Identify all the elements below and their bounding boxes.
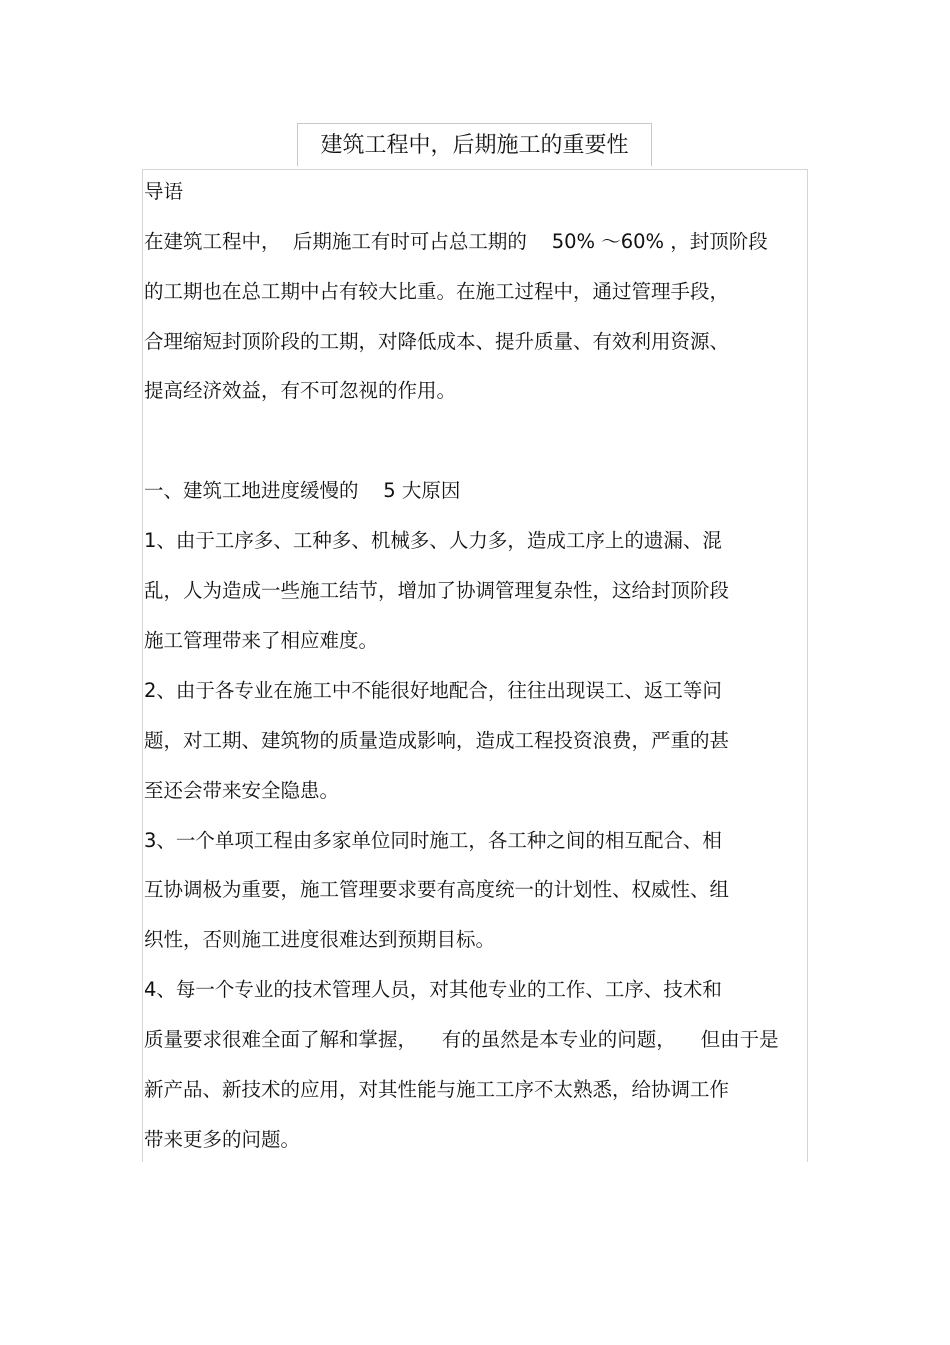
- item-4-line-4: 带来更多的问题。: [144, 1128, 301, 1151]
- item-4-line-2: 质量要求很难全面了解和掌握， 有的虽然是本专业的问题， 但由于是: [144, 1028, 779, 1051]
- intro-line-3: 合理缩短封顶阶段的工期，对降低成本、提升质量、有效利用资源、: [144, 330, 730, 353]
- intro-line-4: 提高经济效益，有不可忽视的作用。: [144, 379, 457, 402]
- content-frame: [142, 169, 808, 1162]
- item-2-line-3: 至还会带来安全隐患。: [144, 779, 340, 802]
- item-1-line-2: 乱，人为造成一些施工结节，增加了协调管理复杂性，这给封顶阶段: [144, 579, 730, 602]
- item-2-line-1: 2、由于各专业在施工中不能很好地配合，往往出现误工、返工等问: [144, 679, 722, 702]
- item-4-line-1: 4、每一个专业的技术管理人员，对其他专业的工作、工序、技术和: [144, 978, 722, 1001]
- item-3-line-2: 互协调极为重要，施工管理要求要有高度统一的计划性、权威性、组: [144, 878, 730, 901]
- intro-line-1: 在建筑工程中， 后期施工有时可占总工期的 50% ～60% ，封顶阶段: [144, 230, 768, 253]
- item-3-line-3: 织性，否则施工进度很难达到预期目标。: [144, 928, 496, 951]
- item-3-line-1: 3、一个单项工程由多家单位同时施工，各工种之间的相互配合、相: [144, 829, 722, 852]
- intro-heading: 导语: [144, 180, 184, 203]
- item-1-line-3: 施工管理带来了相应难度。: [144, 629, 379, 652]
- item-4-line-3: 新产品、新技术的应用，对其性能与施工工序不太熟悉，给协调工作: [144, 1078, 730, 1101]
- document-title: 建筑工程中，后期施工的重要性: [320, 133, 629, 158]
- intro-line-2: 的工期也在总工期中占有较大比重。在施工过程中，通过管理手段，: [144, 280, 730, 303]
- item-1-line-1: 1、由于工序多、工种多、机械多、人力多，造成工序上的遗漏、混: [144, 529, 722, 552]
- item-2-line-2: 题，对工期、建筑物的质量造成影响，造成工程投资浪费，严重的甚: [144, 729, 730, 752]
- section-heading: 一、建筑工地进度缓慢的 5 大原因: [144, 479, 461, 502]
